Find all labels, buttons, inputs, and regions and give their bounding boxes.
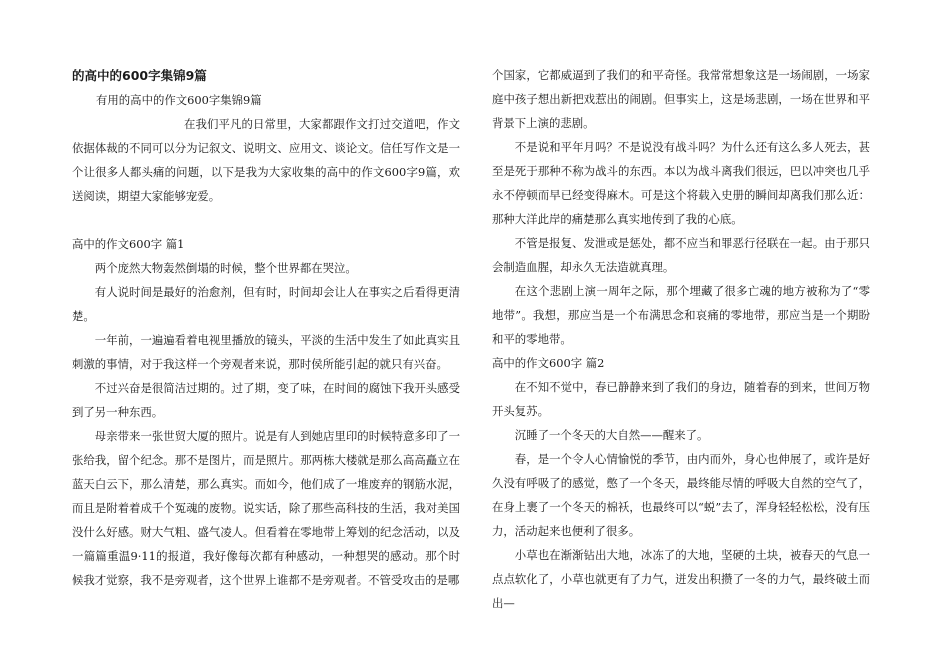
paragraph: 不管是报复、发泄或是惩处，都不应当和罪恶行径联在一起。由于那只会制造血腥，却永久无法造就真理。: [492, 236, 870, 274]
paragraph: 在不知不觉中，春已静静来到了我们的身边，随着春的到来，世间万物开头复苏。: [492, 380, 870, 418]
paragraph: 不是说和平年月吗？不是说没有战斗吗？为什么还有这么多人死去，甚至是死于那种不称为战斗的东西。本以为战斗离我们很远，巴以冲突也几乎永不停顿而早已经变得麻木。可是这个将载入史册的瞬间却离我们那么近：那种大洋此岸的痛楚那么真实地传到了我的心底。: [492, 140, 870, 226]
paragraph-part-left: 母亲带来一张世贸大厦的照片。说是有人到她店里印的时候特意多印了一张给我，留个纪念。那不是图片，而是照片。那两栋大楼就是那么高高矗立在蓝天白云下，那么清楚，那么真实。而如今，他们成了一堆废弃的钢筋水泥，而且是附着着成千个冤魂的废物。说实话，除了那些高科技的生活，我对美国没什么好感。财大气粗、盛气凌人。但看着在零地带上筹划的纪念活动，以及一篇篇重温9·11的报道，我好像每次都有种感动，一种想哭的感动。那个时候我才觉察，我不是旁观者，这个世界上谁都不是旁观者。不管受攻击的是哪: [72, 429, 460, 587]
left-column: [72, 64, 460, 592]
paragraph-continued: [492, 63, 870, 135]
paragraph: 在这个悲剧上演一周年之际，那个埋藏了很多亡魂的地方被称为了“零地带”。我想，那应当是一个布满思念和哀痛的零地带，那应当是一个期盼和平的零地带。: [492, 284, 870, 346]
paragraph-part-right: 个国家，它都威逼到了我们的和平奇怪。我常常想象这是一场闹剧，一场家庭中孩子想出新把戏惹出的闹剧。但事实上，这是场悲剧，一场在世界和平背景下上演的悲剧。: [492, 68, 870, 130]
document-title: 的高中的600字集锦9篇: [72, 68, 207, 83]
document-subtitle: 有用的高中的作文600字集锦9篇: [96, 93, 262, 107]
paragraph-long: [72, 424, 460, 592]
paragraph: 沉睡了一个冬天的大自然——醒来了。: [514, 428, 709, 442]
paragraph: 不过兴奋是很简洁过期的。过了期，变了味，在时间的腐蚀下我开头感受到了另一种东西。: [72, 381, 460, 419]
paragraph: 春，是一个令人心情愉悦的季节，由内而外，身心也伸展了，或许是好久没有呼吸了的感觉，憋了一个冬天，最终能尽情的呼吸大自然的空气了，在身上裹了一个冬天的棉袄，也最终可以“蜕”去了，浑身轻轻松松，没有压力，活动起来也便利了很多。: [492, 452, 870, 538]
paragraph: 一年前，一遍遍看着电视里播放的镜头，平淡的生活中发生了如此真实且刺激的事情，对于我这样一个旁观者来说，那时侯所能引起的就只有兴奋。: [72, 333, 460, 371]
section-heading-1: 高中的作文600字 篇1: [72, 237, 185, 251]
paragraph: 有人说时间是最好的治愈剂，但有时，时间却会让人在事实之后看得更清楚。: [72, 285, 460, 323]
section-gap: [72, 208, 460, 232]
right-column: [492, 63, 870, 615]
intro-paragraph: 在我们平凡的日常里，大家都跟作文打过交道吧，作文依据体裁的不同可以分为记叙文、说明文、应用文、谈论文。信任写作文是一个让很多人都头痛的问题，以下是我为大家收集的高中的作文600字9篇，欢送阅读，期望大家能够宠爱。: [72, 117, 460, 203]
section-heading-2: 高中的作文600字 篇2: [492, 356, 605, 370]
paragraph: 两个庞然大物轰然倒塌的时候，整个世界都在哭泣。: [94, 261, 357, 275]
paragraph: 小草也在渐渐钻出大地，冰冻了的大地，坚硬的土块，被春天的气息一点点软化了，小草也就更有了力气，迸发出积攒了一冬的力气，最终破土而出—: [492, 548, 870, 610]
